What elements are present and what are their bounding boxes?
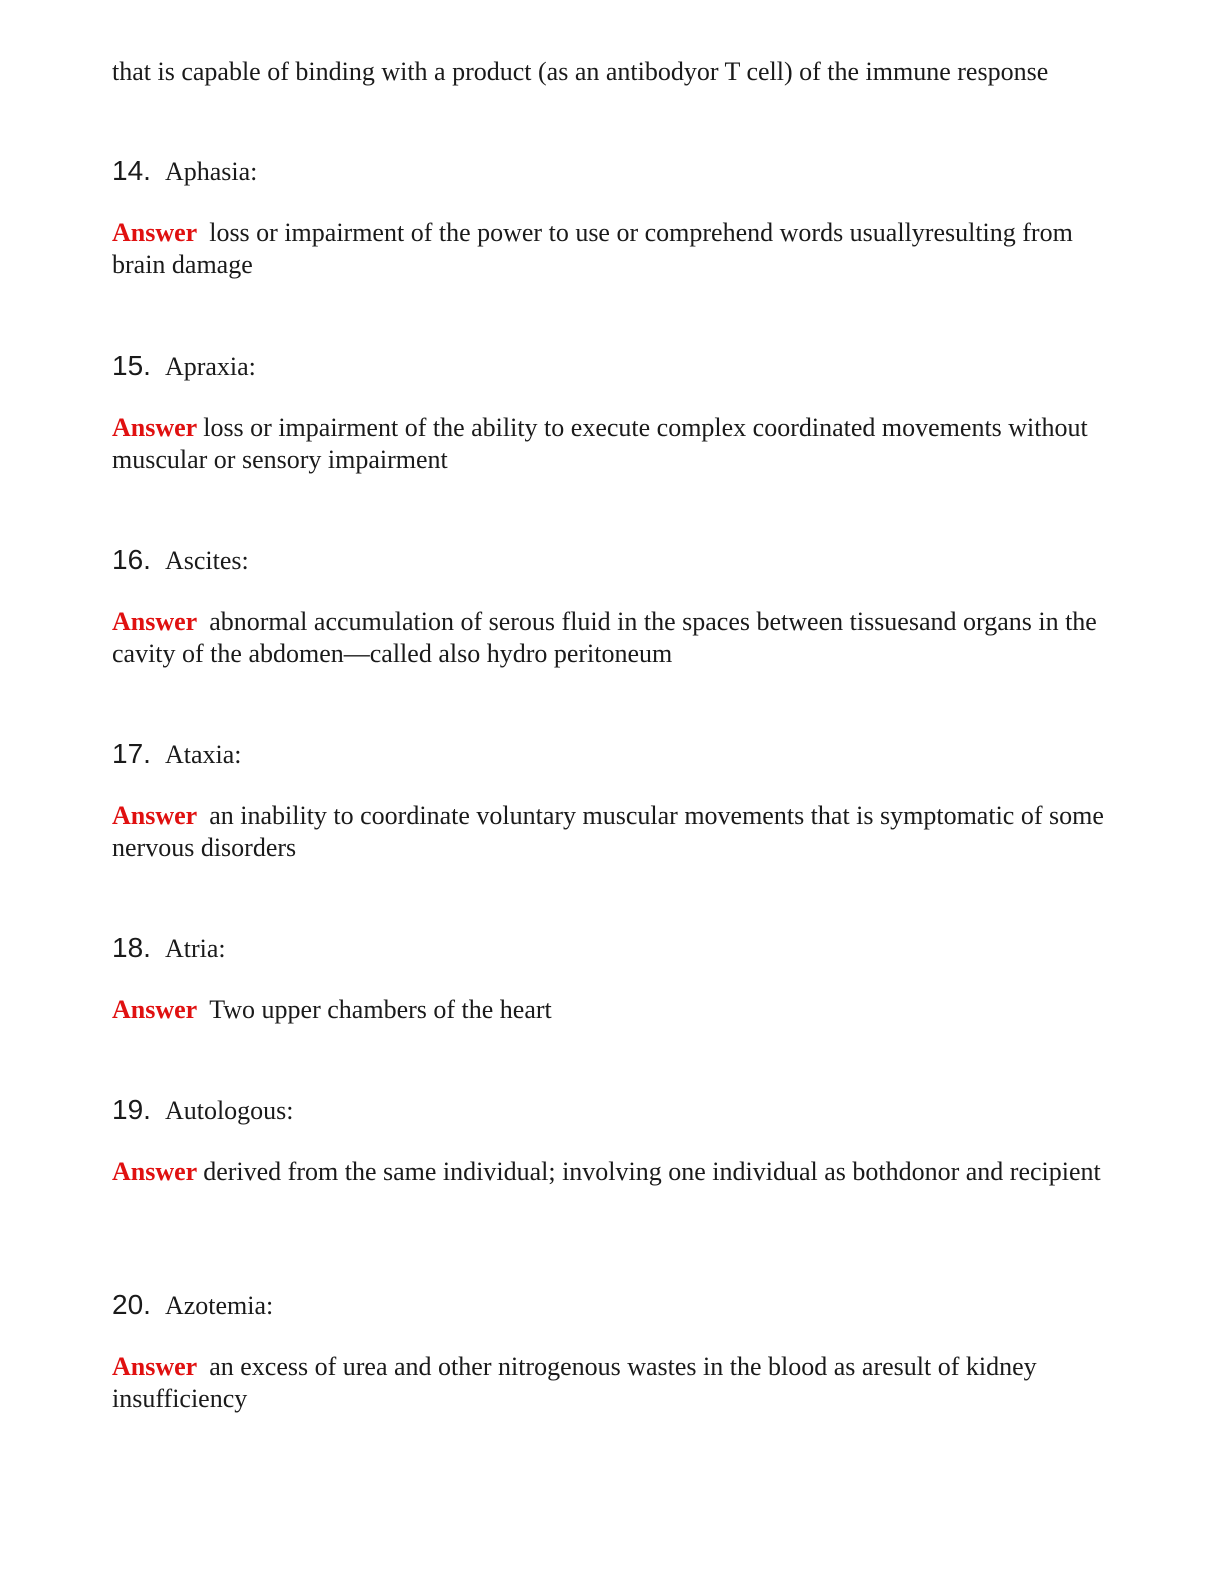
- answer-paragraph: [112, 412, 1122, 476]
- answer-paragraph: [112, 606, 1122, 670]
- entry-14: [112, 154, 1122, 281]
- answer-label: Answer: [112, 1157, 198, 1186]
- entry-term: Apraxia:: [164, 352, 256, 381]
- term-line: [112, 737, 1122, 771]
- answer-paragraph: [112, 217, 1122, 281]
- entry-15: [112, 349, 1122, 476]
- answer-text: loss or impairment of the ability to execute complex coordinated movements without muscular or sensory impairment: [112, 413, 1088, 474]
- answer-text: an excess of urea and other nitrogenous wastes in the blood as aresult of kidney insufficiency: [112, 1352, 1037, 1413]
- answer-paragraph: [112, 800, 1122, 864]
- entry-20: [112, 1288, 1122, 1415]
- entry-number: 17.: [112, 738, 151, 769]
- answer-text: loss or impairment of the power to use or comprehend words usuallyresulting from brain damage: [112, 218, 1073, 279]
- entry-term: Azotemia:: [164, 1291, 274, 1320]
- term-line: [112, 543, 1122, 577]
- entry-term: Ataxia:: [164, 740, 242, 769]
- answer-text: Two upper chambers of the heart: [209, 995, 552, 1024]
- answer-paragraph: [112, 1351, 1122, 1415]
- entry-number: 14.: [112, 155, 151, 186]
- entry-16: [112, 543, 1122, 670]
- answer-label: Answer: [112, 801, 198, 830]
- entry-17: [112, 737, 1122, 864]
- entry-term: Ascites:: [164, 546, 249, 575]
- term-line: [112, 1093, 1122, 1127]
- entry-number: 19.: [112, 1094, 151, 1125]
- term-line: [112, 349, 1122, 383]
- entry-number: 20.: [112, 1289, 151, 1320]
- term-line: [112, 154, 1122, 188]
- answer-paragraph: [112, 1156, 1122, 1188]
- answer-label: Answer: [112, 413, 198, 442]
- answer-label: Answer: [112, 218, 198, 247]
- answer-text: an inability to coordinate voluntary muscular movements that is symptomatic of some nervous disorders: [112, 801, 1104, 862]
- entry-term: Autologous:: [164, 1096, 294, 1125]
- entry-term: Atria:: [164, 934, 226, 963]
- answer-text: abnormal accumulation of serous fluid in the spaces between tissuesand organs in the cavity of the abdomen—called also hydro peritoneum: [112, 607, 1097, 668]
- term-line: [112, 931, 1122, 965]
- answer-text: derived from the same individual; involving one individual as bothdonor and recipient: [203, 1157, 1101, 1186]
- entry-number: 15.: [112, 350, 151, 381]
- entry-number: 18.: [112, 932, 151, 963]
- answer-label: Answer: [112, 607, 198, 636]
- entry-19: [112, 1093, 1122, 1188]
- entry-18: [112, 931, 1122, 1026]
- continued-answer-text: that is capable of binding with a product (as an antibodyor T cell) of the immune response: [112, 57, 1049, 86]
- answer-label: Answer: [112, 995, 198, 1024]
- answer-label: Answer: [112, 1352, 198, 1381]
- entry-term: Aphasia:: [164, 157, 258, 186]
- term-line: [112, 1288, 1122, 1322]
- entry-number: 16.: [112, 544, 151, 575]
- answer-paragraph: [112, 994, 1122, 1026]
